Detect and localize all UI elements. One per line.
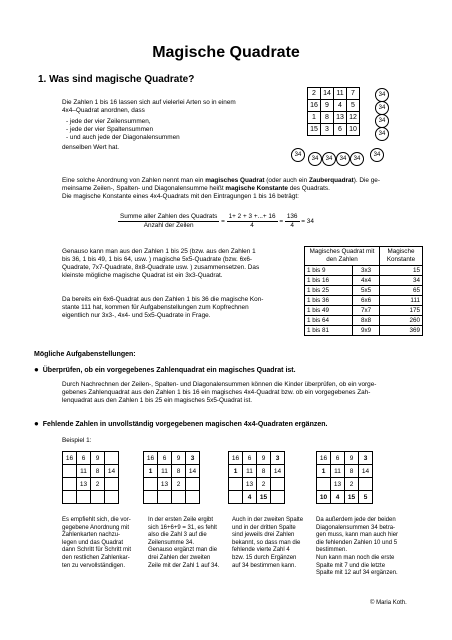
square-cell: 11	[334, 88, 347, 100]
caption-line: Diagonalensummen 34 betra-	[316, 524, 396, 531]
para-line: stante 111 hat, kommen für Aufgabenstellungen zum Kopfrechnen	[62, 304, 249, 311]
square-cell: 15	[308, 124, 321, 136]
square-cell: 8	[321, 112, 334, 124]
table-row	[305, 286, 423, 296]
para-line: lenquadrat aus den Zahlen 1 bis 25 ein magisches 5x5-Quadrat ist.	[62, 397, 253, 404]
table-row	[305, 326, 423, 336]
caption-line: bekannt, so dass man die	[232, 539, 301, 546]
square-cell: 7	[347, 88, 360, 100]
step-grid-1	[62, 451, 119, 504]
square-cell: 3	[321, 124, 334, 136]
grid-cell: 14	[105, 465, 119, 478]
grid-cell: 2	[345, 478, 359, 491]
caption-line: Genauso ergänzt man die	[148, 547, 218, 554]
grid-cell: 4	[243, 491, 257, 504]
intro-line: Die Zahlen 1 bis 16 lassen sich auf vielerlei Arten so in einem	[62, 99, 236, 106]
grid-cell: 2	[91, 478, 105, 491]
caption-line: fehlende vierte Zahl 4	[232, 547, 290, 554]
caption-line: gegebene Anordnung mit	[62, 524, 130, 531]
task-2-label: Fehlende Zahlen in unvollständig vorgegebenen magischen 4x4-Quadraten ergänzen.	[42, 421, 328, 428]
bullet-item: - jede der vier Zeilensummen,	[66, 118, 151, 125]
text-run: Eine solche Anordnung von Zahlen nennt man ein	[62, 177, 206, 184]
grid-cell: 13	[158, 478, 172, 491]
grid-cell: 13	[331, 478, 345, 491]
equals-sign: =	[221, 218, 225, 226]
step-grid-4	[316, 451, 373, 504]
caption-4	[316, 517, 426, 578]
caption-line: sich 16+6+9 = 31, es fehlt	[148, 524, 217, 531]
grid-cell	[77, 491, 91, 504]
caption-line: Spalte mit 12 auf 34 ergänzen.	[316, 570, 398, 577]
row-sum-circle: 34	[375, 101, 389, 115]
definition-text	[62, 177, 434, 201]
table-header: Magisches Quadrat mit den Zahlen	[305, 247, 380, 266]
caption-line: bzw. 15 durch Ergänzen	[232, 554, 297, 561]
caption-line: legen und das Quadrat	[62, 539, 124, 546]
grid-cell	[105, 491, 119, 504]
grid-cell: 9	[91, 452, 105, 465]
para-line: Quadrate, 7x7-Quadrate, 8x8-Quadrate usw. ) zusammensetzen. Das	[62, 264, 260, 271]
caption-line: Zeilensumme 34.	[148, 539, 195, 546]
table-row	[305, 266, 423, 276]
caption-line: dann Schritt für Schritt mit	[62, 547, 132, 554]
grid-cell: 13	[77, 478, 91, 491]
para-line: gebenes Zahlenquadrat aus den Zahlen 1 bis 16 ein magisches 4x4-Quadrat bzw. ob ein vorgegebenes Zah-	[62, 389, 371, 396]
grid-cell	[144, 491, 158, 504]
caption-line: Zahlenkarten nachzu-	[62, 532, 121, 539]
step-grid-3	[228, 451, 285, 504]
numerator: 1+ 2 + 3 +...+ 16	[228, 213, 276, 220]
table-cell: 1 bis 49	[305, 306, 353, 316]
table-cell: 1 bis 64	[305, 316, 353, 326]
grid-cell: 6	[77, 452, 91, 465]
table-cell: 1 bis 36	[305, 296, 353, 306]
fraction	[285, 213, 300, 230]
square-cell: 4	[334, 100, 347, 112]
column-sum-circle: 34	[336, 152, 350, 166]
grid-table	[62, 451, 119, 504]
grid-cell	[105, 478, 119, 491]
fraction	[118, 213, 219, 230]
caption-line: die fehlenden Zahlen 10 und 5	[316, 539, 398, 546]
constants-table-wrap	[304, 246, 423, 336]
caption-3	[232, 517, 312, 570]
text-run: (oder auch ein	[264, 177, 309, 184]
table-cell: 175	[380, 306, 423, 316]
table-cell: 6x6	[353, 296, 380, 306]
copyright-footer: © Maria Koth.	[370, 600, 407, 606]
grid-cell: 14	[186, 465, 200, 478]
grid-cell: 5	[359, 491, 373, 504]
caption-1	[62, 517, 142, 570]
caption-line: ten zu vervollständigen.	[62, 562, 126, 569]
task-2	[34, 420, 327, 429]
grid-cell	[317, 478, 331, 491]
grid-cell	[186, 491, 200, 504]
para-line: Genauso kann man aus den Zahlen 1 bis 25 (bzw. aus den Zahlen 1	[62, 248, 256, 255]
magic-square-example	[307, 87, 360, 136]
grid-cell: 8	[257, 465, 271, 478]
grid-cell	[271, 478, 285, 491]
formula-result: = 34	[301, 218, 314, 226]
para-line: kleinste mögliche magische Quadrat ist ein 3x3-Quadrat.	[62, 272, 223, 279]
table-row	[305, 276, 423, 286]
caption-2	[148, 517, 228, 570]
tasks-heading: Mögliche Aufgabenstellungen:	[34, 351, 136, 358]
grid-cell: 3	[186, 452, 200, 465]
grid-cell: 9	[345, 452, 359, 465]
table-row	[305, 306, 423, 316]
intro-text	[62, 99, 282, 152]
bullet-item: - jede der vier Spaltensummen	[66, 126, 154, 133]
column-sum-circle: 34	[308, 152, 322, 166]
grid-cell	[229, 491, 243, 504]
square-cell: 5	[347, 100, 360, 112]
grid-cell	[229, 478, 243, 491]
caption-line: Es empfiehlt sich, die vor-	[62, 517, 131, 523]
grid-cell: 6	[243, 452, 257, 465]
caption-line: Nun kann man noch die erste	[316, 554, 395, 561]
example-label: Beispiel 1:	[62, 437, 92, 444]
grid-cell: 3	[359, 452, 373, 465]
column-sum-circle: 34	[350, 152, 364, 166]
square-cell: 16	[308, 100, 321, 112]
table-cell: 1 bis 81	[305, 326, 353, 336]
column-sum-circle: 34	[322, 152, 336, 166]
grid-cell: 9	[257, 452, 271, 465]
grid-cell: 2	[257, 478, 271, 491]
para-line: Da bereits ein 6x6-Quadrat aus den Zahlen 1 bis 36 die magische Kon-	[62, 296, 264, 303]
grid-cell: 2	[172, 478, 186, 491]
grid-cell	[158, 491, 172, 504]
square-cell: 10	[347, 124, 360, 136]
text-run: des Quadrats.	[287, 185, 330, 192]
grid-cell: 6	[331, 452, 345, 465]
square-cell: 14	[321, 88, 334, 100]
grid-cell: 14	[271, 465, 285, 478]
grid-cell	[359, 478, 373, 491]
caption-line: den restlichen Zahlenkar-	[62, 554, 130, 561]
step-grid-2	[143, 451, 200, 504]
formula	[118, 213, 314, 230]
caption-line: drei Zahlen der zweiten	[148, 554, 211, 561]
equals-sign: =	[279, 218, 284, 226]
caption-line: und in der dritten Spalte	[232, 524, 296, 531]
magic-square-table	[307, 87, 360, 136]
denominator: 4	[290, 222, 294, 229]
grid-cell: 13	[243, 478, 257, 491]
diagonal-sum-circle: 34	[291, 148, 305, 162]
table-cell: 1 bis 16	[305, 276, 353, 286]
table-cell: 111	[380, 296, 423, 306]
table-cell: 1 bis 9	[305, 266, 353, 276]
grid-cell: 15	[257, 491, 271, 504]
table-cell: 4x4	[353, 276, 380, 286]
grid-cell	[186, 478, 200, 491]
grid-cell: 10	[317, 491, 331, 504]
fraction	[227, 213, 278, 230]
table-row	[305, 296, 423, 306]
intro-line: 4x4–Quadrat anordnen, dass	[62, 107, 145, 114]
grid-cell: 4	[331, 491, 345, 504]
grid-cell: 16	[317, 452, 331, 465]
task-1-body	[62, 381, 442, 405]
grid-cell	[91, 491, 105, 504]
grid-cell	[63, 465, 77, 478]
table-cell: 15	[380, 266, 423, 276]
bullet-item: - und auch jede der Diagonalensummen	[66, 134, 180, 141]
grid-cell	[271, 491, 285, 504]
table-cell: 369	[380, 326, 423, 336]
table-row	[305, 316, 423, 326]
intro-closing: denselben Wert hat.	[62, 144, 120, 151]
grid-cell	[63, 478, 77, 491]
grid-cell: 9	[172, 452, 186, 465]
caption-line: also die Zahl 3 auf die	[148, 532, 207, 539]
term-zauberquadrat: Zauberquadrat	[308, 177, 354, 184]
table-cell: 8x8	[353, 316, 380, 326]
grid-cell	[105, 452, 119, 465]
grid-cell: 11	[158, 465, 172, 478]
grid-cell: 8	[172, 465, 186, 478]
row-sum-circle: 34	[375, 114, 389, 128]
term-magic-constant: magische Konstante	[225, 185, 288, 192]
section-heading-1: 1. Was sind magische Quadrate?	[38, 74, 195, 85]
task-1	[34, 366, 296, 375]
definition-line-2	[62, 185, 434, 193]
caption-line: gen muss, kann man auch hier	[316, 532, 399, 539]
grid-cell: 11	[331, 465, 345, 478]
table-cell: 1 bis 25	[305, 286, 353, 296]
bullet-icon: ●	[34, 365, 39, 374]
diagonal-sum-circle: 34	[370, 148, 384, 162]
task-1-label: Überprüfen, ob ein vorgegebenes Zahlenquadrat ein magisches Quadrat ist.	[42, 367, 296, 374]
numerator: 136	[286, 213, 298, 220]
row-sum-circle: 34	[375, 127, 389, 141]
table-cell: 5x5	[353, 286, 380, 296]
bullet-icon: ●	[34, 419, 39, 428]
grid-table	[316, 451, 373, 504]
page-title: Magische Quadrate	[152, 44, 300, 61]
square-cell: 13	[334, 112, 347, 124]
grid-cell	[172, 491, 186, 504]
grid-cell: 11	[77, 465, 91, 478]
grid-cell: 1	[317, 465, 331, 478]
constants-table	[304, 246, 423, 336]
paragraph-sizes	[62, 248, 282, 280]
grid-cell: 14	[359, 465, 373, 478]
caption-line: sind jeweils drei Zahlen	[232, 532, 295, 539]
text-run: meinsame Zeilen-, Spalten- und Diagonalensumme heißt	[62, 185, 226, 192]
table-cell: 260	[380, 316, 423, 326]
intro-bullets	[62, 118, 282, 142]
grid-cell: 11	[243, 465, 257, 478]
definition-line-1	[62, 177, 434, 185]
caption-line: In der ersten Zeile ergibt	[148, 517, 214, 523]
caption-line: Spalte mit 7 und die letzte	[316, 562, 386, 569]
square-cell: 12	[347, 112, 360, 124]
grid-cell: 1	[229, 465, 243, 478]
text-run: ). Die ge-	[353, 177, 380, 184]
denominator: 4	[250, 222, 254, 229]
square-cell: 6	[334, 124, 347, 136]
grid-cell	[144, 478, 158, 491]
table-cell: 34	[380, 276, 423, 286]
definition-line-3: Die magische Konstante eines 4x4-Quadrats mit den Eintragungen 1 bis 16 beträgt:	[62, 193, 299, 200]
grid-cell: 3	[271, 452, 285, 465]
caption-line: Zeile mit der Zahl 1 auf 34.	[148, 562, 220, 569]
grid-table	[228, 451, 285, 504]
grid-cell: 1	[144, 465, 158, 478]
paragraph-constant	[62, 296, 282, 320]
table-cell: 7x7	[353, 306, 380, 316]
caption-line: Auch in der zweiten Spalte	[232, 517, 304, 523]
grid-cell: 16	[229, 452, 243, 465]
numerator: Summe aller Zahlen des Quadrats	[120, 213, 218, 220]
table-header: Magische Konstante	[380, 247, 423, 266]
caption-line: Da außerdem jede der beiden	[316, 517, 396, 523]
grid-cell: 6	[158, 452, 172, 465]
grid-table	[143, 451, 200, 504]
table-cell: 65	[380, 286, 423, 296]
grid-cell: 15	[345, 491, 359, 504]
square-cell: 9	[321, 100, 334, 112]
caption-line: auf 34 bestimmen kann.	[232, 562, 297, 569]
square-cell: 1	[308, 112, 321, 124]
table-cell: 3x3	[353, 266, 380, 276]
square-cell: 2	[308, 88, 321, 100]
row-sum-circle: 34	[375, 88, 389, 102]
para-line: bis 36, 1 bis 49, 1 bis 64, usw. ) magische 5x5-Quadrate (bzw. 6x6-	[62, 256, 253, 263]
para-line: eigentlich nur 3x3-, 4x4- und 5x5-Quadrate in Frage.	[62, 312, 211, 319]
table-cell: 9x9	[353, 326, 380, 336]
grid-cell: 16	[63, 452, 77, 465]
grid-cell: 8	[91, 465, 105, 478]
caption-line: bestimmen.	[316, 547, 348, 554]
grid-cell: 16	[144, 452, 158, 465]
grid-cell: 8	[345, 465, 359, 478]
grid-cell	[63, 491, 77, 504]
denominator: Anzahl der Zeilen	[143, 222, 194, 229]
term-magic-square: magisches Quadrat	[205, 177, 265, 184]
para-line: Durch Nachrechnen der Zeilen-, Spalten- und Diagonalensummen können die Kinder überprüfen, ob ein vorge-	[62, 381, 377, 388]
